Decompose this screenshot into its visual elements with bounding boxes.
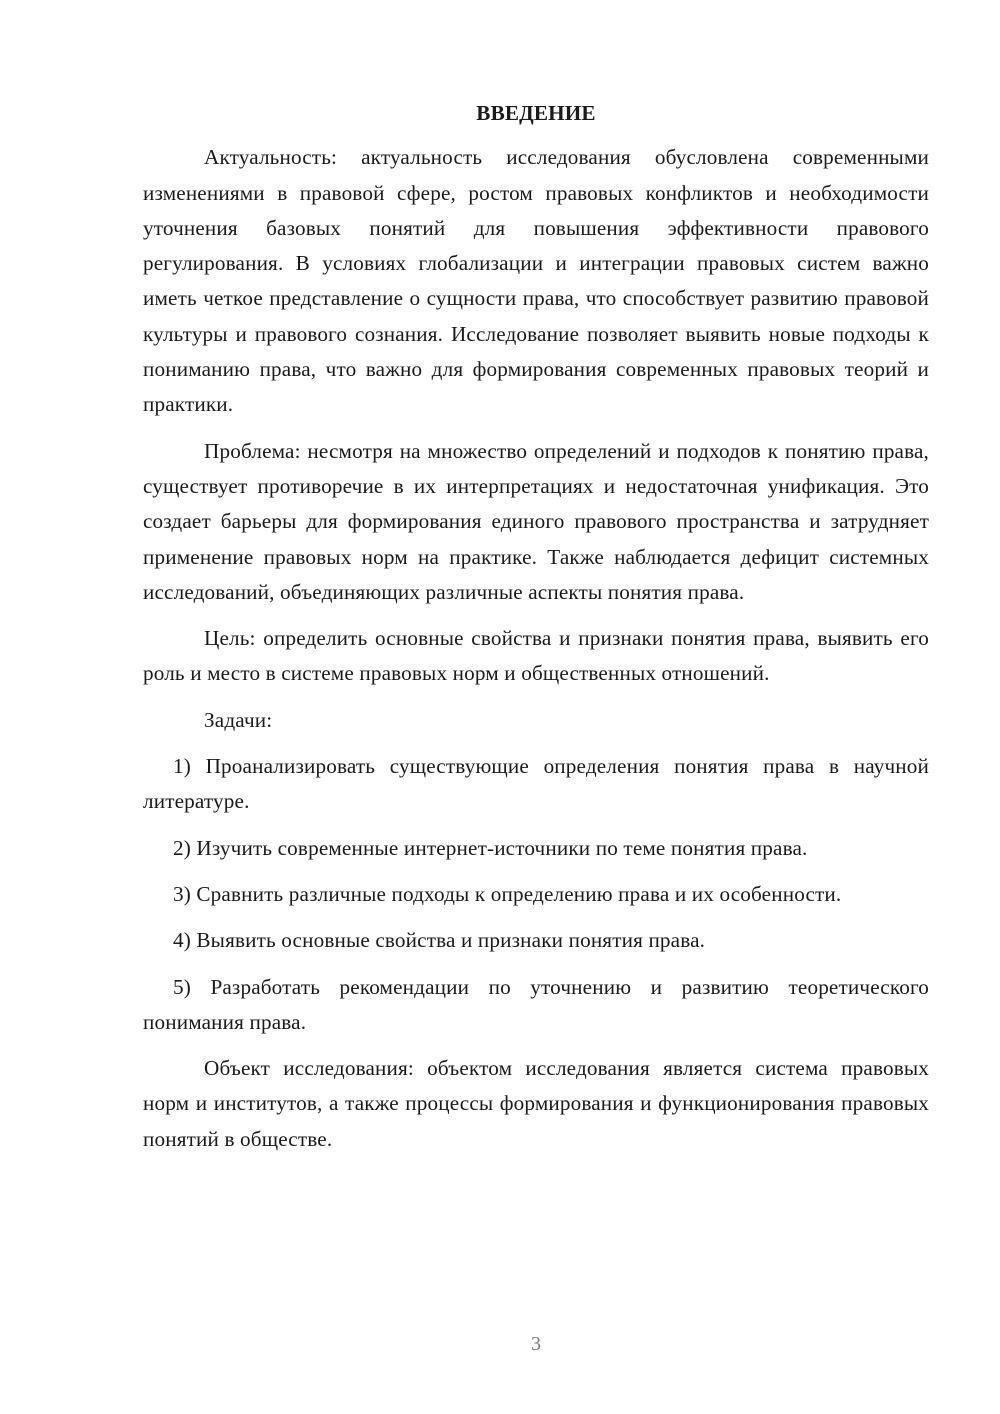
task-item-5: 5) Разработать рекомендации по уточнению и развитию теоретического понимания права.	[143, 974, 929, 1034]
page-content	[143, 96, 929, 1168]
paragraph-problem: Проблема: несмотря на множество определений и подходов к понятию права, существует противоречие в их интерпретациях и недостаточная унификация. Это создает барьеры для формирования единого правового пространства и затрудняет применение правовых норм на практике. Также наблюдается дефицит системных исследований, объединяющих различные аспекты понятия права.	[143, 438, 929, 604]
page-heading: ВВЕДЕНИЕ	[476, 101, 596, 125]
task-item-1: 1) Проанализировать существующие определения понятия права в научной литературе.	[143, 754, 929, 814]
task-item-4: 4) Выявить основные свойства и признаки понятия права.	[173, 928, 706, 953]
paragraph-goal: Цель: определить основные свойства и признаки понятия права, выявить его роль и место в системе правовых норм и общественных отношений.	[143, 626, 929, 686]
task-item-2: 2) Изучить современные интернет-источники по теме понятия права.	[173, 835, 808, 860]
paragraph-relevance: Актуальность: актуальность исследования обусловлена современными изменениями в правовой сфере, ростом правовых конфликтов и необходимости уточнения базовых понятий для повышения эффективности правового регулирования. В условиях глобализации и интеграции правовых систем важно иметь четкое представление о сущности права, что способствует развитию правовой культуры и правового сознания. Исследование позволяет выявить новые подходы к пониманию права, что важно для формирования современных правовых теорий и практики.	[143, 145, 929, 417]
tasks-label: Задачи:	[204, 707, 273, 732]
task-item-3: 3) Сравнить различные подходы к определению права и их особенности.	[173, 881, 842, 906]
page-number: 3	[531, 1333, 541, 1355]
paragraph-object: Объект исследования: объектом исследования является система правовых норм и институтов, а также процессы формирования и функционирования правовых понятий в обществе.	[143, 1056, 929, 1151]
